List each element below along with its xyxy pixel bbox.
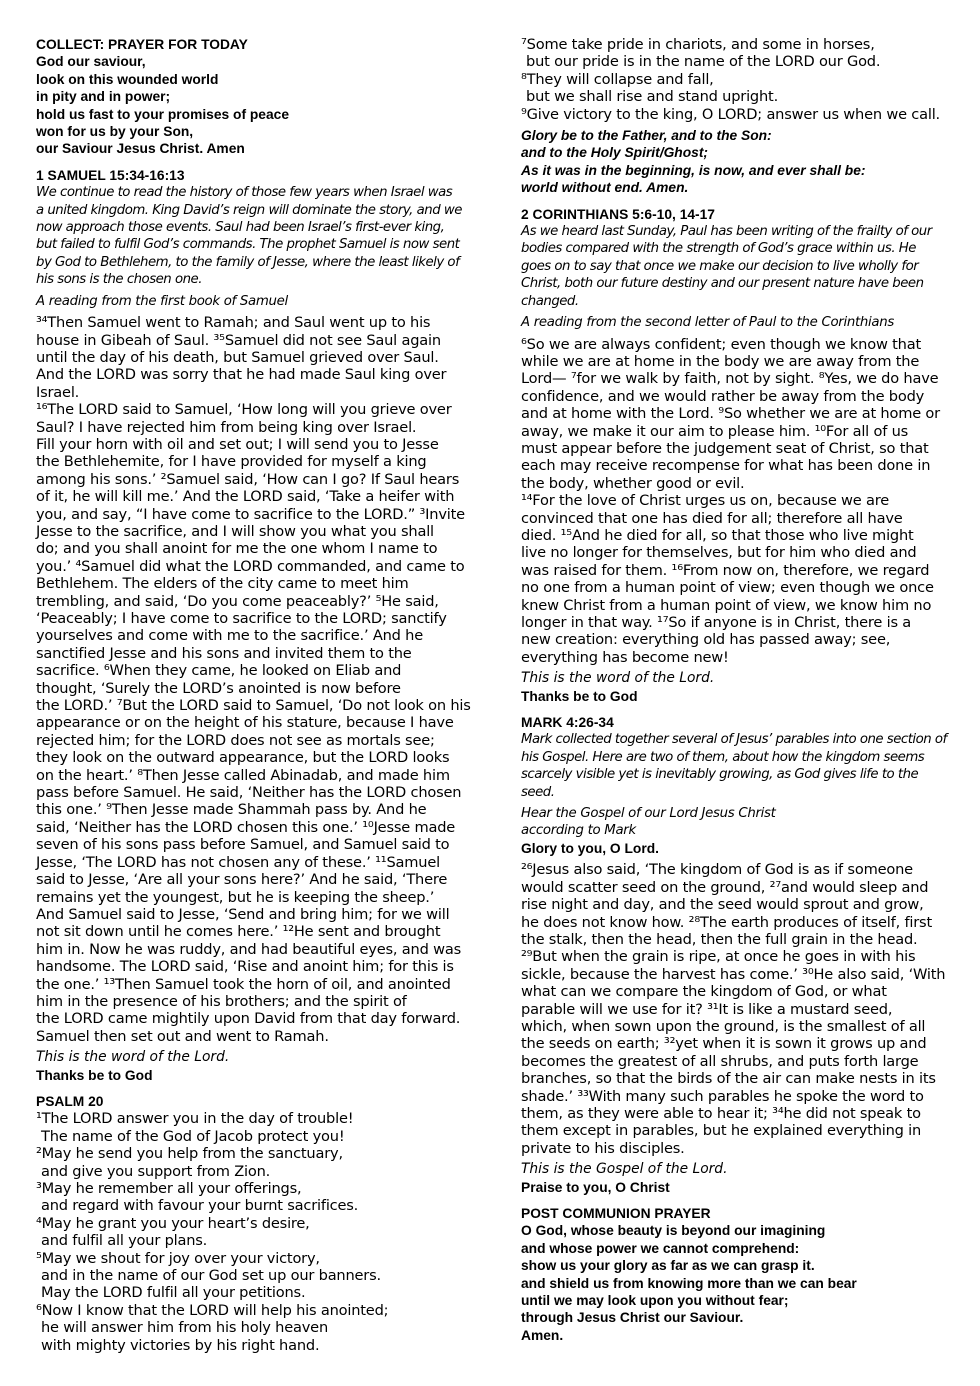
samuel-line: Samuel then set out and went to Ramah. xyxy=(36,1027,329,1045)
samuel-line: And the LORD was sorry that he had made Saul king over xyxy=(36,366,447,384)
mark-line: rise night and day, and the seed would sprout and grow, xyxy=(521,896,924,914)
mark-line: shade.’ ³³With many such parables he spoke the word to xyxy=(521,1087,924,1105)
samuel-line: do; and you shall anoint for me the one whom I name to xyxy=(36,540,438,558)
samuel-line: you.’ ⁴Samuel did what the LORD commanded, and came to xyxy=(36,557,465,575)
corinthians-line: Lord— ⁷for we walk by faith, not by sight. ⁸Yes, we do have xyxy=(521,370,939,388)
collect-line: in pity and in power; xyxy=(36,89,171,105)
collect-line: our Saviour Jesus Christ. Amen xyxy=(36,141,245,157)
samuel-line: of it, he will kill me.’ And the LORD said, ‘Take a heifer with xyxy=(36,488,455,506)
samuel-section xyxy=(36,167,471,1084)
collect-prayer xyxy=(36,53,462,157)
mark-hear-line: Hear the Gospel of our Lord Jesus Christ xyxy=(521,806,776,822)
samuel-heading: 1 SAMUEL 15:34-16:13 xyxy=(36,167,185,183)
gloria-line: Glory be to the Father, and to the Son: xyxy=(521,128,772,144)
corinthians-line: no one from a human point of view; even though we once xyxy=(521,579,934,597)
mark-hear-line: according to Mark xyxy=(521,823,636,839)
psalm-line: and give you support from Zion. xyxy=(41,1162,271,1180)
mark-line: the stalk, then the head, then the full grain in the head. xyxy=(521,930,918,948)
collect-heading: COLLECT: PRAYER FOR TODAY xyxy=(36,37,248,52)
samuel-line: you, and say, “I have come to sacrifice to the LORD.” ³Invite xyxy=(36,505,465,523)
corinthians-line: live no longer for themselves, but for him who died and xyxy=(521,544,917,562)
post-communion-line: and shield us from knowing more than we can bear xyxy=(521,1275,857,1291)
samuel-line: trembling, and said, ‘Do you come peaceably?’ ⁵He said, xyxy=(36,592,439,610)
mark-closing: This is the Gospel of the Lord. xyxy=(521,1161,728,1178)
corinthians-line: died. ¹⁵And he died for all, so that those who live might xyxy=(521,526,914,544)
corinthians-reading-label: A reading from the second letter of Paul to the Corinthians xyxy=(521,315,895,331)
samuel-response: Thanks be to God xyxy=(36,1067,153,1083)
samuel-text xyxy=(36,314,471,1045)
samuel-line: they look on the outward appearance, but the LORD looks xyxy=(36,749,450,767)
psalm-line: May the LORD fulfil all your petitions. xyxy=(41,1284,306,1302)
samuel-line: Saul? I have rejected him from being king over Israel. xyxy=(36,418,417,436)
corinthians-line: ¹⁴For the love of Christ urges us on, because we are xyxy=(521,492,889,510)
psalm-line: he will answer him from his holy heaven xyxy=(41,1319,329,1337)
mark-line: becomes the greatest of all shrubs, and puts forth large xyxy=(521,1052,919,1070)
samuel-line: ‘Peaceably; I have come to sacrifice to the LORD; sanctify xyxy=(36,610,447,627)
psalm-line: and fulfil all your plans. xyxy=(41,1232,208,1250)
samuel-line: Jesse, ‘The LORD has not chosen any of these.’ ¹¹Samuel xyxy=(36,853,440,871)
mark-line: branches, so that the birds of the air can make nests in its xyxy=(521,1070,936,1088)
samuel-line: said, ‘Neither has the LORD chosen this one.’ ¹⁰Jesse made xyxy=(36,818,456,836)
samuel-line: sacrifice. ⁶When they came, he looked on Eliab and xyxy=(36,662,402,680)
samuel-line: the Bethlehemite, for I have provided for myself a king xyxy=(36,453,427,471)
samuel-line: the LORD came mightily upon David from that day forward. xyxy=(36,1010,461,1028)
samuel-line: appearance or on the height of his stature, because I have xyxy=(36,714,454,732)
corinthians-line: convinced that one has died for all; therefore all have xyxy=(521,509,903,527)
samuel-line: Fill your horn with oil and set out; I will send you to Jesse xyxy=(36,435,439,453)
post-communion-heading: POST COMMUNION PRAYER xyxy=(521,1206,711,1221)
psalm-heading: PSALM 20 xyxy=(36,1093,104,1109)
psalm-line: ³May he remember all your offerings, xyxy=(36,1180,302,1197)
samuel-line: not sit down until he comes here.’ ¹²He sent and brought xyxy=(36,923,441,941)
mark-intro: Mark collected together several of Jesus’ parables into one section of his Gospel. Here are two of them, about how the kingdom seems scarcely visible yet is inevitably growing, as God gives life to the seed. xyxy=(521,732,947,800)
samuel-line: the one.’ ¹³Then Samuel took the horn of oil, and anointed xyxy=(36,975,451,993)
samuel-line: said to Jesse, ‘Are all your sons here?’ And he said, ‘There xyxy=(36,871,448,889)
mark-line: which, when sown upon the ground, is the smallest of all xyxy=(521,1017,926,1035)
post-communion-line: O God, whose beauty is beyond our imagining xyxy=(521,1223,826,1239)
corinthians-line: knew Christ from a human point of view, we know him no xyxy=(521,596,932,614)
corinthians-line: ⁶So we are always confident; even though we know that xyxy=(521,335,921,353)
samuel-line: Bethlehem. The elders of the city came to meet him xyxy=(36,575,409,593)
samuel-line: Jesse to the sacrifice, and I will show you what you shall xyxy=(36,522,434,540)
corinthians-line: while we are at home in the body we are away from the xyxy=(521,352,920,370)
mark-line: them, as they were able to hear it; ³⁴he did not speak to xyxy=(521,1104,921,1122)
corinthians-section xyxy=(521,206,947,705)
post-communion-line: and whose power we cannot comprehend: xyxy=(521,1240,800,1256)
post-communion-prayer xyxy=(521,1222,947,1344)
corinthians-line: new creation: everything old has passed away; see, xyxy=(521,631,891,649)
mark-section xyxy=(521,714,947,1196)
samuel-line: pass before Samuel. He said, ‘Neither has the LORD chosen xyxy=(36,784,462,802)
left-column xyxy=(36,36,471,1354)
psalm-line: ⁴May he grant you your heart’s desire, xyxy=(36,1214,310,1232)
psalm-section xyxy=(36,1093,462,1354)
psalm-line: ⁶Now I know that the LORD will help his anointed; xyxy=(36,1301,389,1319)
samuel-line: thought, ‘Surely the LORD’s anointed is now before xyxy=(36,679,401,697)
corinthians-text xyxy=(521,336,947,667)
samuel-line: And Samuel said to Jesse, ‘Send and bring him; for we will xyxy=(36,905,450,923)
mark-line: ²⁹But when the grain is ripe, at once he goes in with his xyxy=(521,948,916,966)
psalm-continued-text xyxy=(521,36,947,123)
collect-section xyxy=(36,36,462,158)
samuel-line: ³⁴Then Samuel went to Ramah; and Saul went up to his xyxy=(36,314,431,332)
samuel-line: remains yet the youngest, but he is keeping the sheep.’ xyxy=(36,888,435,906)
samuel-line: Israel. xyxy=(36,383,80,401)
psalm-text xyxy=(36,1110,462,1354)
psalm-continued-section xyxy=(521,36,947,197)
corinthians-response: Thanks be to God xyxy=(521,688,638,704)
samuel-line: sanctified Jesse and his sons and invited them to the xyxy=(36,644,412,662)
corinthians-line: longer in that way. ¹⁷So if anyone is in Christ, there is a xyxy=(521,614,912,631)
mark-line: sickle, because the harvest has come.’ ³⁰He also said, ‘With xyxy=(521,965,946,983)
mark-line: would scatter seed on the ground, ²⁷and would sleep and xyxy=(521,878,929,896)
corinthians-line: everything has become new! xyxy=(521,648,729,666)
collect-line: hold us fast to your promises of peace xyxy=(36,106,289,122)
psalm-line: The name of the God of Jacob protect you! xyxy=(41,1127,345,1145)
corinthians-line: away, we make it our aim to please him. ¹⁰For all of us xyxy=(521,422,909,440)
psalm-line: ²May he send you help from the sanctuary, xyxy=(36,1145,343,1163)
samuel-line: him in the presence of his brothers; and the spirit of xyxy=(36,992,407,1010)
psalm-line: ⁷Some take pride in chariots, and some in horses, xyxy=(521,36,875,53)
collect-line: won for us by your Son, xyxy=(36,124,194,140)
samuel-line: him in. Now he was ruddy, and had beautiful eyes, and was xyxy=(36,940,461,958)
corinthians-intro: As we heard last Sunday, Paul has been writing of the frailty of our bodies compared with the strength of God’s grace within us. He goes on to say that once we make our decision to live wholly for Christ, both our future destiny and our present nature have been changed. xyxy=(521,224,932,309)
gloria-line: As it was in the beginning, is now, and ever shall be: xyxy=(521,162,866,178)
mark-line: parable will we use for it? ³¹It is like a mustard seed, xyxy=(521,1000,893,1018)
psalm-line: ⁵May we shout for joy over your victory, xyxy=(36,1249,320,1267)
corinthians-line: must appear before the judgement seat of Christ, so that xyxy=(521,439,929,457)
corinthians-line: was raised for them. ¹⁶From now on, therefore, we regard xyxy=(521,561,930,579)
gloria-line: world without end. Amen. xyxy=(521,180,689,196)
samuel-line: among his sons.’ ²Samuel said, ‘How can I go? If Saul hears xyxy=(36,470,460,488)
psalm-line: ⁸They will collapse and fall, xyxy=(521,70,714,88)
mark-glory: Glory to you, O Lord. xyxy=(521,840,659,856)
post-communion-line: Amen. xyxy=(521,1327,564,1343)
psalm-line: ⁹Give victory to the king, O LORD; answer us when we call. xyxy=(521,105,941,123)
corinthians-line: the body, whether good or evil. xyxy=(521,474,745,492)
psalm-line: with mighty victories by his right hand. xyxy=(41,1336,320,1354)
post-communion-line: through Jesus Christ our Saviour. xyxy=(521,1310,744,1326)
mark-text xyxy=(521,861,947,1157)
corinthians-closing: This is the word of the Lord. xyxy=(521,670,715,687)
mark-line: the seeds on earth; ³²yet when it is sown it grows up and xyxy=(521,1035,927,1053)
gloria-line: and to the Holy Spirit/Ghost; xyxy=(521,145,709,161)
corinthians-line: each may receive recompense for what has been done in xyxy=(521,457,931,475)
samuel-line: yourselves and come with me to the sacrifice.’ And he xyxy=(36,627,424,645)
samuel-line: rejected him; for the LORD does not see as mortals see; xyxy=(36,731,435,749)
samuel-line: handsome. The LORD said, ‘Rise and anoint him; for this is xyxy=(36,958,454,976)
samuel-line: on the heart.’ ⁸Then Jesse called Abinadab, and made him xyxy=(36,766,450,784)
corinthians-heading: 2 CORINTHIANS 5:6-10, 14-17 xyxy=(521,206,715,222)
post-communion-section xyxy=(521,1205,947,1344)
samuel-line: the LORD.’ ⁷But the LORD said to Samuel, ‘Do not look on his xyxy=(36,697,471,715)
samuel-reading-label: A reading from the first book of Samuel xyxy=(36,293,288,309)
psalm-line: ¹The LORD answer you in the day of trouble! xyxy=(36,1110,354,1128)
mark-line: he does not know how. ²⁸The earth produces of itself, first xyxy=(521,913,932,931)
psalm-line: and in the name of our God set up our banners. xyxy=(41,1267,381,1285)
mark-response: Praise to you, O Christ xyxy=(521,1179,670,1195)
gloria xyxy=(521,127,947,197)
mark-line: them except in parables, but he explained everything in xyxy=(521,1122,922,1140)
samuel-line: this one.’ ⁹Then Jesse made Shammah pass by. And he xyxy=(36,801,427,819)
corinthians-line: confidence, and we would rather be away from the body xyxy=(521,387,925,405)
samuel-line: house in Gibeah of Saul. ³⁵Samuel did not see Saul again xyxy=(36,331,441,349)
mark-line: ²⁶Jesus also said, ‘The kingdom of God is as if someone xyxy=(521,861,913,879)
psalm-line: but we shall rise and stand upright. xyxy=(526,88,779,106)
psalm-line: but our pride is in the name of the LORD our God. xyxy=(526,53,881,71)
collect-line: God our saviour, xyxy=(36,54,146,70)
right-column xyxy=(521,36,947,1344)
post-communion-line: show us your glory as far as we can grasp it. xyxy=(521,1258,815,1274)
corinthians-line: and at home with the Lord. ⁹So whether we are at home or xyxy=(521,405,940,423)
samuel-line: until the day of his death, but Samuel grieved over Saul. xyxy=(36,348,439,366)
psalm-line: and regard with favour your burnt sacrifices. xyxy=(41,1197,359,1215)
collect-line: look on this wounded world xyxy=(36,71,219,87)
post-communion-line: until we may look upon you without fear; xyxy=(521,1293,789,1309)
mark-line: private to his disciples. xyxy=(521,1139,685,1157)
mark-line: what can we compare the kingdom of God, or what xyxy=(521,983,887,1001)
mark-hear-gospel xyxy=(521,805,947,840)
mark-heading: MARK 4:26-34 xyxy=(521,715,614,731)
samuel-closing: This is the word of the Lord. xyxy=(36,1049,230,1066)
samuel-line: seven of his sons pass before Samuel, and Samuel said to xyxy=(36,836,450,854)
samuel-intro: We continue to read the history of those few years when Israel was a united kingdom. King David’s reign will dominate the story, and we now approach those events. Saul had been Israel’s first-ever king, but failed to fulfil God’s commands. The prophet Samuel is now sent by God to Bethlehem, to the family of Jesse, where the least likely of his sons is the chosen one. xyxy=(36,185,462,288)
samuel-line: ¹⁶The LORD said to Samuel, ‘How long will you grieve over xyxy=(36,401,452,419)
